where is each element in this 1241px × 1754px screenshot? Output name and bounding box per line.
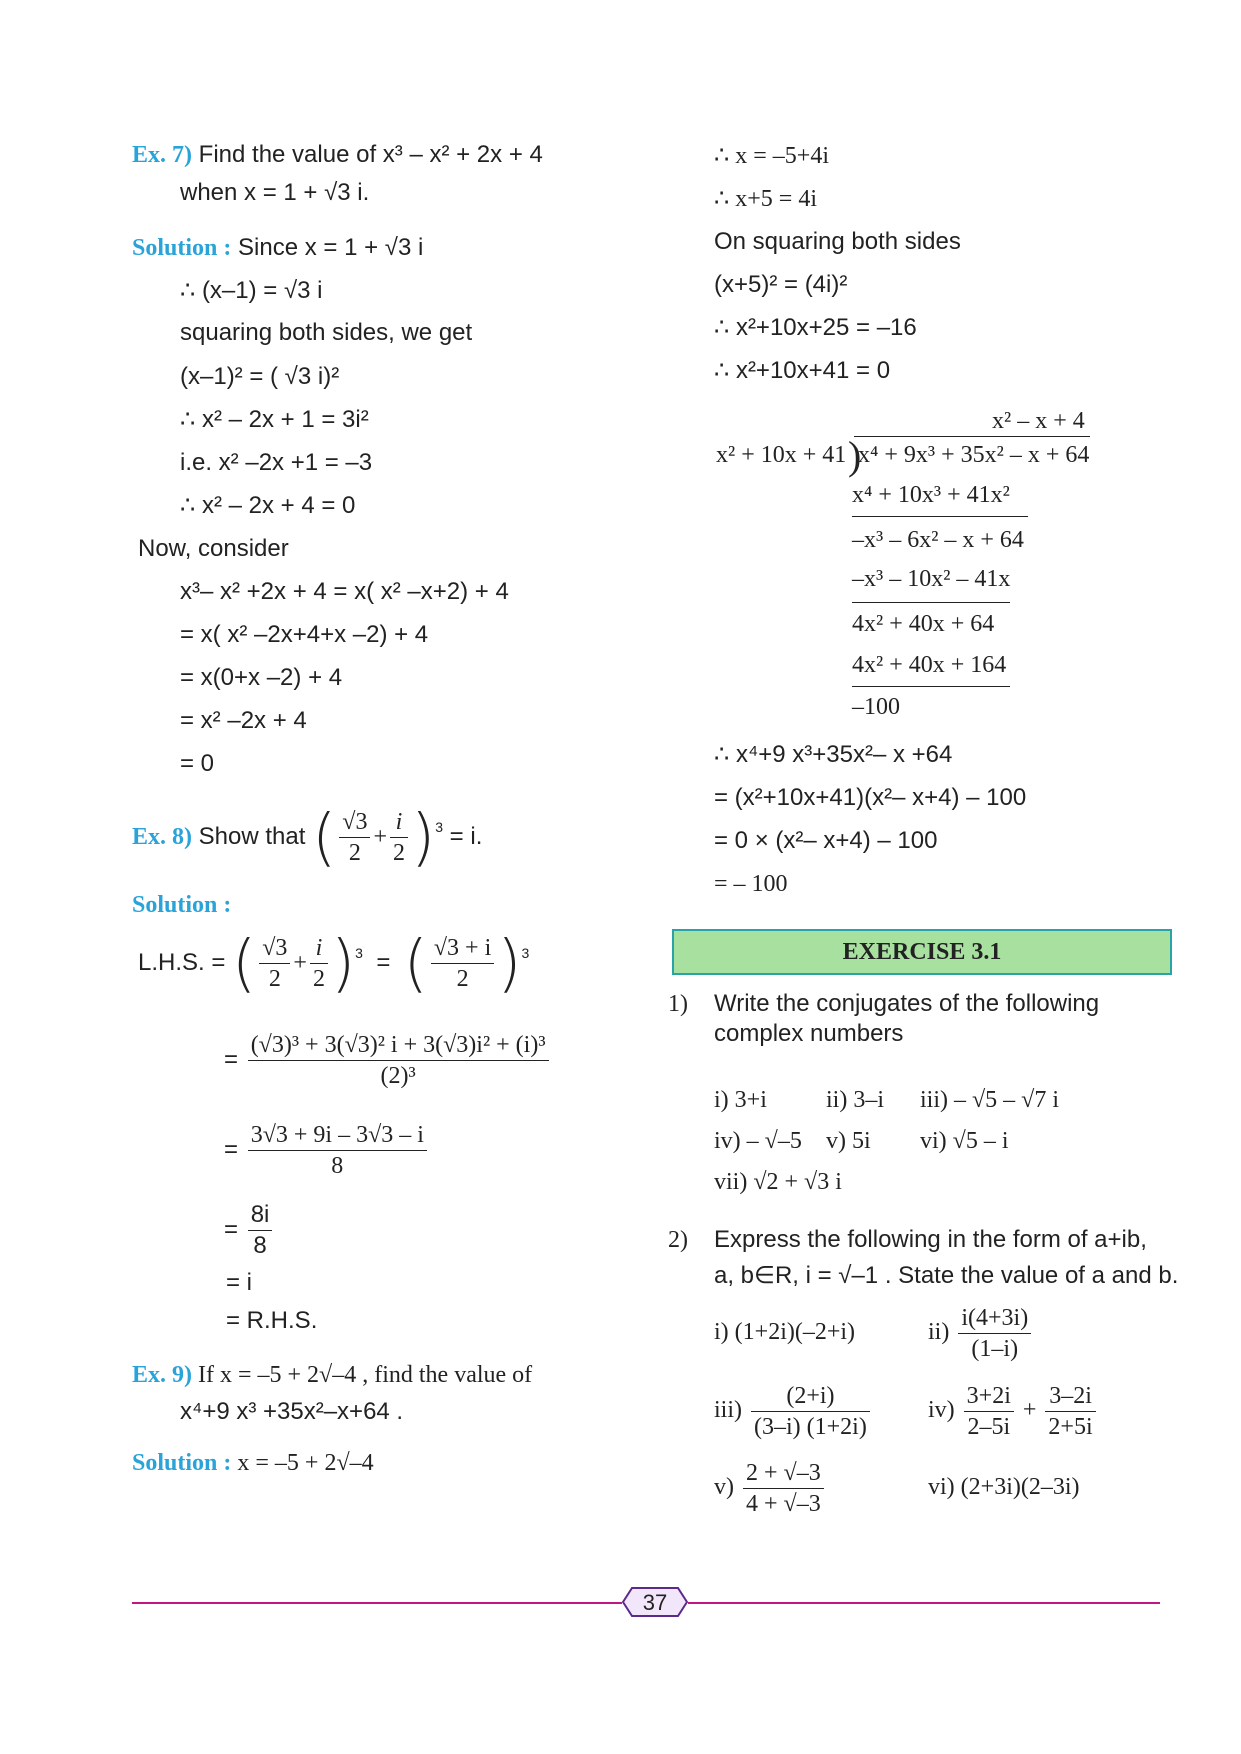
ex7-question: Ex. 7) Find the value of x³ – x² + 2x + 4 — [132, 141, 543, 168]
fraction: $\frac{i}{2}$ — [390, 807, 408, 868]
solution-label: Solution : — [132, 235, 232, 261]
solution-step: Now, consider — [138, 535, 289, 562]
page-number: 37 — [642, 1590, 668, 1615]
ex7-label: Ex. 7) — [132, 142, 192, 168]
ex8-label: Ex. 8) — [132, 824, 192, 850]
ex9-question-line2: x⁴+9 x³ +35x²–x+64 . — [180, 1398, 404, 1425]
ex7-question-line2: when x = 1 + √3 i. — [180, 179, 370, 206]
division-bracket: ) — [848, 433, 862, 478]
fraction: $\frac{√3 + i}{2}$ — [431, 933, 494, 994]
fraction: $\frac{(2+i)}{(3-i) (1+2i)}$ — [751, 1381, 870, 1442]
lhs-expression: L.H.S. = ( $\frac{√3}{2}$ + $\frac{i}{2}$ )$^3$ = ( $\frac{√3 + i}{2}$ )$^3$ — [138, 926, 530, 1000]
question-text: complex numbers — [714, 1020, 904, 1047]
question-item: i) (1+2i)(–2+i) — [714, 1319, 856, 1345]
question-item: iii) – √5 – √7 i — [920, 1087, 1060, 1113]
solution-step: On squaring both sides — [714, 228, 961, 255]
solution-step: x³– x² +2x + 4 = x( x² –x+2) + 4 — [180, 578, 509, 605]
solution-step: = x(0+x –2) + 4 — [180, 664, 343, 691]
question-item: iii) $\frac{(2+i)}{(3-i) (1+2i)}$ — [714, 1375, 873, 1445]
division-line: –x³ – 6x² – x + 64 — [852, 527, 1024, 553]
fraction: $\frac{3√3 + 9i - 3√3 - i}{8}$ — [248, 1120, 427, 1181]
solution-step: (x–1)² = ( √3 i)² — [180, 363, 340, 390]
division-quotient: x² – x + 4 — [992, 408, 1085, 434]
solution-step: = R.H.S. — [226, 1307, 318, 1334]
division-line: 4x² + 40x + 64 — [852, 611, 995, 637]
question-item: i) 3+i — [714, 1087, 767, 1113]
solution-step: = 0 — [180, 750, 215, 777]
ex8-question: Ex. 8) Show that ( $\frac{√3}{2}$ + $\frac{i}{2}$ )$^3$ = i. — [132, 800, 483, 874]
fraction: $\frac{√3}{2}$ — [259, 933, 290, 994]
division-rule — [852, 602, 1010, 603]
question-text: Write the conjugates of the following — [714, 990, 1100, 1017]
division-bar — [854, 436, 1090, 437]
fraction: $\frac{8i}{8}$ — [248, 1200, 273, 1261]
expansion-step: = $\frac{8i}{8}$ — [224, 1195, 275, 1265]
division-divisor: x² + 10x + 41 — [716, 442, 847, 468]
solution-step: = x( x² –2x+4+x –2) + 4 — [180, 621, 429, 648]
division-remainder: –100 — [852, 694, 900, 720]
question-item: iv) – √–5 — [714, 1128, 802, 1154]
fraction: $\frac{√3}{2}$ — [339, 807, 370, 868]
question-item: vi) (2+3i)(2–3i) — [928, 1474, 1080, 1500]
division-line: –x³ – 10x² – 41x — [852, 566, 1011, 592]
question-number: 2) — [668, 1227, 688, 1253]
fraction: $\frac{3+2i}{2-5i}$ — [964, 1381, 1014, 1442]
solution-step: ∴ x = –5+4i — [714, 143, 830, 169]
solution-label: Solution : — [132, 892, 232, 918]
fraction: $\frac{i(4+3i)}{(1-i)}$ — [958, 1303, 1031, 1364]
ex9-question: Ex. 9) If x = –5 + 2√–4 , find the value of — [132, 1362, 533, 1388]
question-item: vii) √2 + √3 i — [714, 1169, 842, 1195]
expansion-step: = $\frac{\text{(√3)³ + 3(√3)² i + 3(√3)i² + (i)³}}{\text{(2)³}}$ — [224, 1025, 552, 1095]
solution-step: = – 100 — [714, 871, 788, 897]
expansion-step: = $\frac{3√3 + 9i - 3√3 - i}{8}$ — [224, 1115, 430, 1185]
solution-step: ∴ x²+10x+41 = 0 — [714, 357, 891, 384]
division-rule — [852, 686, 1010, 687]
question-text: a, b∈R, i = √–1 . State the value of a and b. — [714, 1262, 1179, 1289]
ex7-solution: Solution : Since x = 1 + √3 i — [132, 234, 424, 261]
solution-step: = x² –2x + 4 — [180, 707, 307, 734]
division-line: 4x² + 40x + 164 — [852, 652, 1007, 678]
solution-step: ∴ (x–1) = √3 i — [180, 277, 323, 304]
solution-step: i.e. x² –2x +1 = –3 — [180, 449, 373, 476]
question-number: 1) — [668, 991, 688, 1017]
fraction: $\frac{\text{(√3)³ + 3(√3)² i + 3(√3)i² + (i)³}}{\text{(2)³}}$ — [248, 1030, 549, 1091]
solution-step: = i — [226, 1269, 253, 1296]
solution-step: ∴ x² – 2x + 4 = 0 — [180, 492, 356, 519]
solution-step: (x+5)² = (4i)² — [714, 271, 848, 298]
fraction: $\frac{3-2i}{2+5i}$ — [1045, 1381, 1095, 1442]
division-dividend: x⁴ + 9x³ + 35x² – x + 64 — [858, 442, 1090, 468]
question-item: v) $\frac{2 + √-3}{4 + √-3}$ — [714, 1452, 827, 1522]
solution-step: ∴ x+5 = 4i — [714, 186, 818, 212]
solution-step: ∴ x⁴+9 x³+35x²– x +64 — [714, 741, 953, 768]
division-line: x⁴ + 10x³ + 41x² — [852, 482, 1010, 508]
fraction: $\frac{2 + √-3}{4 + √-3}$ — [743, 1458, 824, 1519]
question-text: Express the following in the form of a+ib, — [714, 1226, 1147, 1253]
solution-step: squaring both sides, we get — [180, 319, 473, 346]
question-item: ii) $\frac{i(4+3i)}{(1-i)}$ — [928, 1297, 1034, 1367]
division-rule — [852, 516, 1028, 517]
solution-step: ∴ x² – 2x + 1 = 3i² — [180, 406, 369, 433]
ex9-label: Ex. 9) — [132, 1362, 192, 1388]
question-item: v) 5i — [826, 1128, 871, 1154]
question-item: iv) $\frac{3+2i}{2-5i}$ + $\frac{3-2i}{2+5i}$ — [928, 1375, 1099, 1445]
exercise-header: EXERCISE 3.1 — [672, 929, 1172, 975]
solution-step: ∴ x²+10x+25 = –16 — [714, 314, 917, 341]
footer-rule-left — [132, 1602, 622, 1604]
ex9-solution: Solution : x = –5 + 2√–4 — [132, 1450, 374, 1476]
question-item: vi) √5 – i — [920, 1128, 1009, 1154]
solution-step: = 0 × (x²– x+4) – 100 — [714, 827, 938, 854]
fraction: $\frac{i}{2}$ — [310, 933, 328, 994]
question-item: ii) 3–i — [826, 1087, 884, 1113]
footer-rule-right — [688, 1602, 1160, 1604]
solution-step: = (x²+10x+41)(x²– x+4) – 100 — [714, 784, 1027, 811]
